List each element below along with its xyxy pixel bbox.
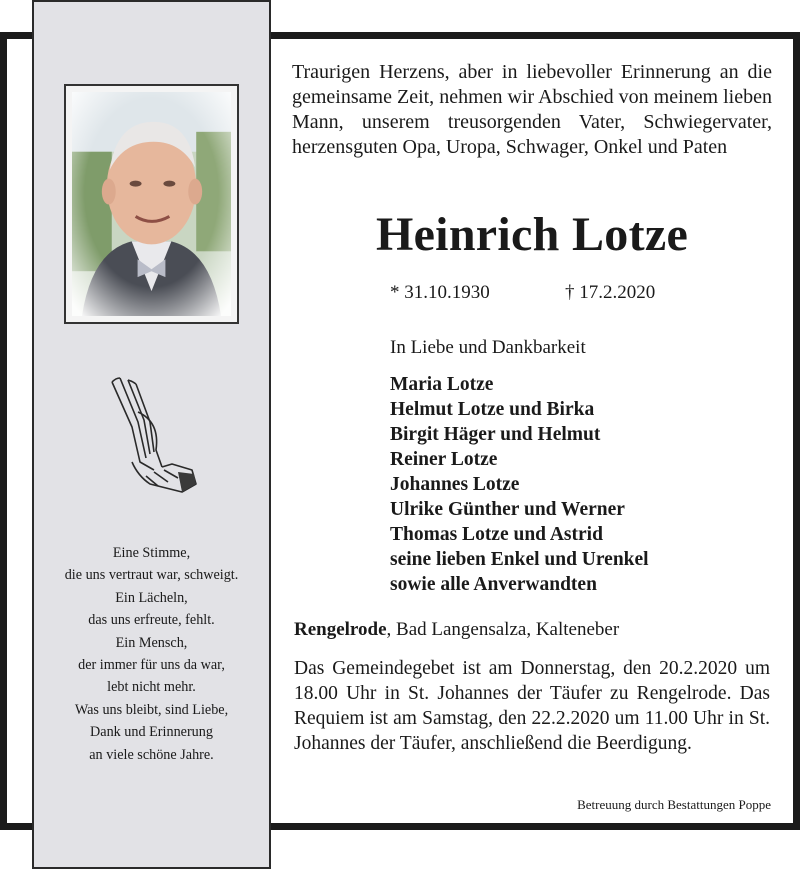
mourner-name: Birgit Häger und Helmut <box>390 424 601 445</box>
death-date: † 17.2.2020 <box>565 282 656 303</box>
places-line <box>294 618 619 642</box>
mourner-name: seine lieben Enkel und Urenkel <box>390 549 649 570</box>
poem-line: Ein Lächeln, <box>115 589 188 606</box>
mourner-name: Maria Lotze <box>390 374 494 395</box>
mourner-name: Johannes Lotze <box>390 474 520 495</box>
poem-line: Ein Mensch, <box>115 634 188 651</box>
birth-date: * 31.10.1930 <box>390 282 490 303</box>
funeral-home-credit: Betreuung durch Bestattungen Poppe <box>577 797 771 812</box>
mourner-name: Ulrike Günther und Werner <box>390 499 625 520</box>
intro-block <box>292 60 772 160</box>
sidebar <box>32 0 271 869</box>
place-rest: , Bad Langensalza, Kalteneber <box>386 619 620 640</box>
poem-line: Was uns bleibt, sind Liebe, <box>74 701 229 718</box>
poem-line: lebt nicht mehr. <box>107 679 196 696</box>
poem-line: Dank und Erinnerung <box>90 724 213 741</box>
intro-text: Traurigen Herzens, aber in liebevoller Erinnerung an die gemeinsame Zeit, nehmen wir Abschied von meinem lieben Mann, unserem treusorgenden Vater, Schwiegervater, herzensguten Opa, Uropa, Schwager, Onkel und Paten <box>292 61 772 158</box>
poem-line: das uns erfreute, fehlt. <box>88 612 215 629</box>
poem-line: die uns vertraut war, schweigt. <box>64 567 239 584</box>
portrait-photo <box>64 84 239 324</box>
mourner-name: Thomas Lotze und Astrid <box>390 524 603 545</box>
mourner-name: Reiner Lotze <box>390 449 498 470</box>
deceased-name: Heinrich Lotze <box>375 208 689 261</box>
poem <box>34 542 269 766</box>
praying-hands-icon <box>102 372 202 497</box>
mourner-name: sowie alle Anverwandten <box>390 574 597 595</box>
poem-line: an viele schöne Jahre. <box>89 746 214 763</box>
mourner-name: Helmut Lotze und Birka <box>390 399 595 420</box>
service-text: Das Gemeindegebet ist am Donnerstag, den 20.2.2020 um 18.00 Uhr in St. Johannes der Täufer zu Rengelrode. Das Requiem ist am Samstag, den 22.2.2020 um 11.00 Uhr in St. Johannes der Täufer, anschließend die Beerdigung. <box>294 658 770 754</box>
poem-line: Eine Stimme, <box>112 545 191 561</box>
poem-line: der immer für uns da war, <box>78 657 225 674</box>
place-main: Rengelrode <box>294 619 387 640</box>
love-line: In Liebe und Dankbarkeit <box>390 337 586 358</box>
mourners-list <box>390 372 649 597</box>
